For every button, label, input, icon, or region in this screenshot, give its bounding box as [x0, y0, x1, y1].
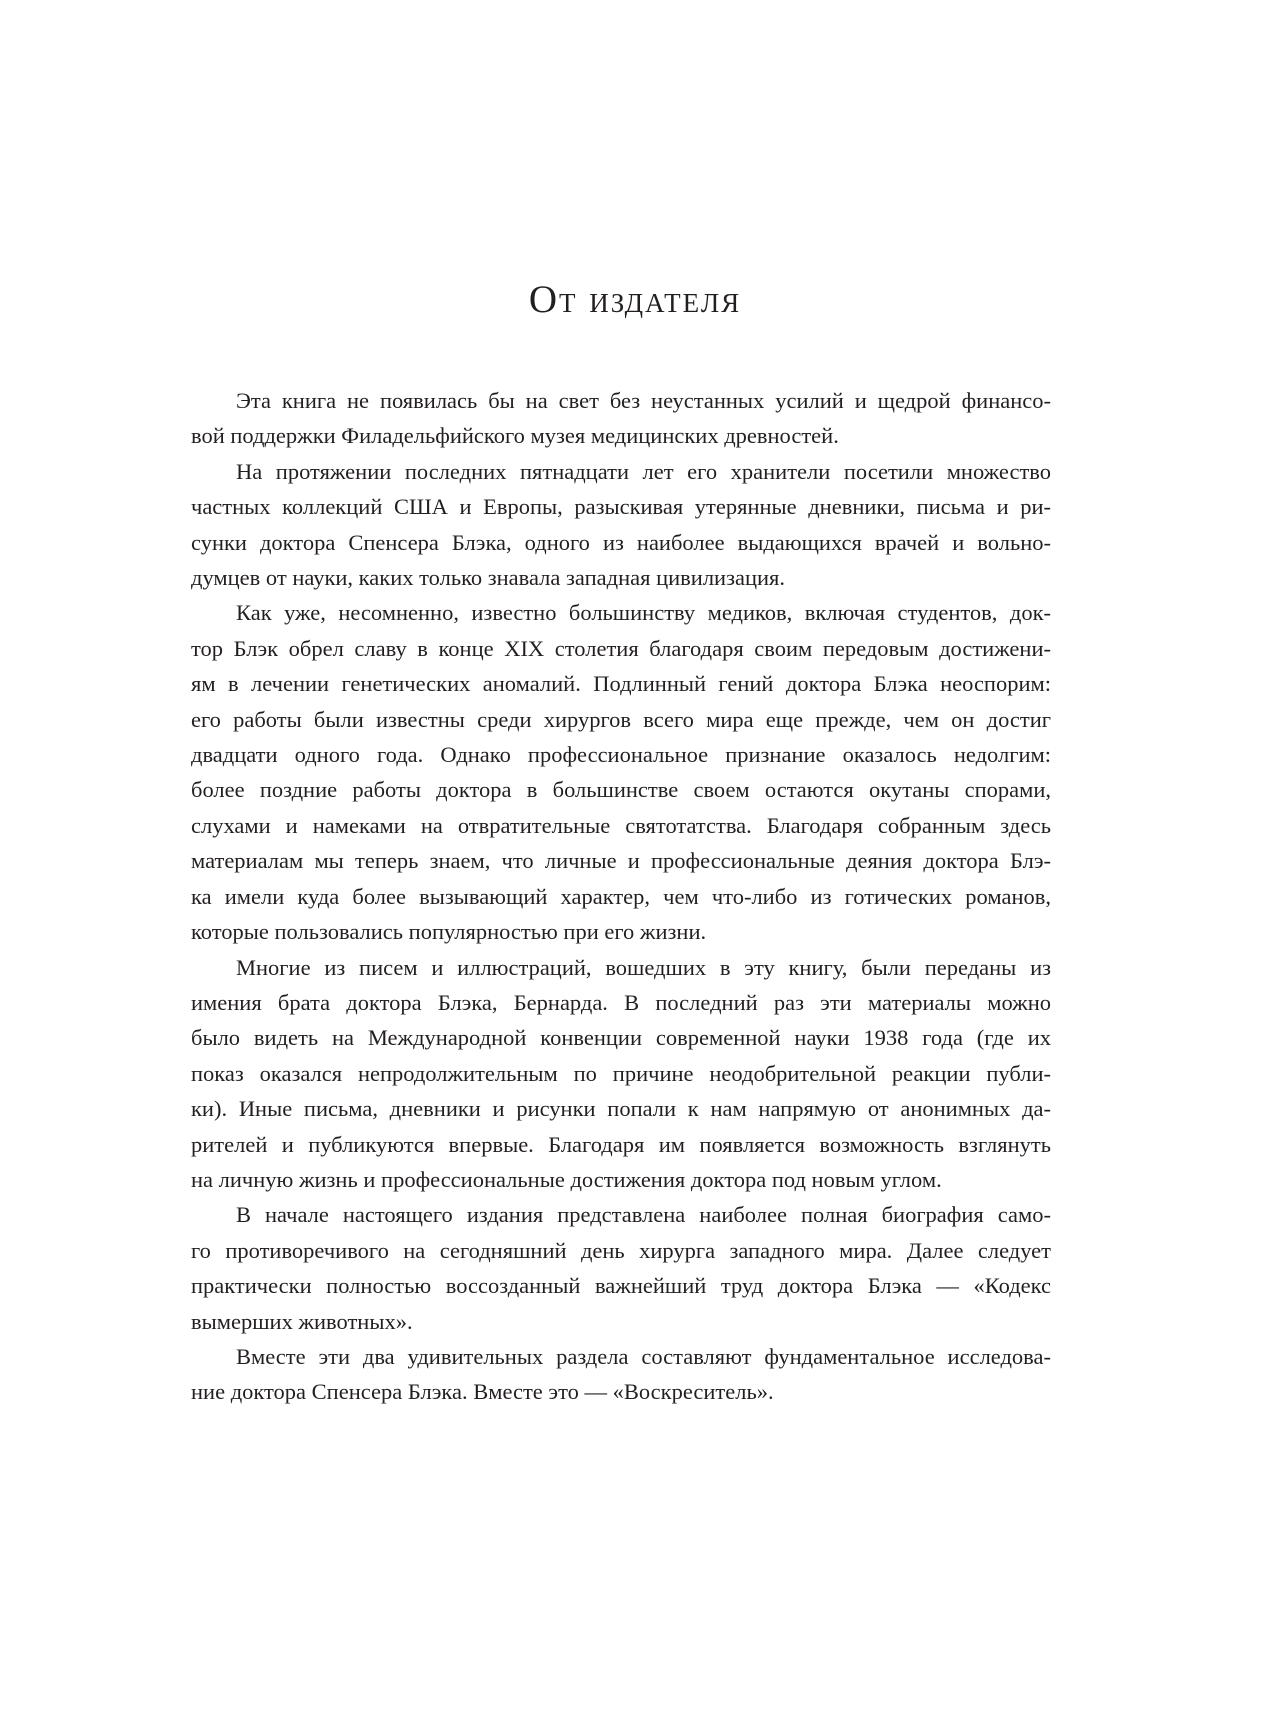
text-line: на личную жизнь и профессиональные достижения доктора под новым углом.: [191, 1166, 942, 1192]
text-line: слухами и намеками на отвратительные святотатства. Благодаря собранным здесь: [191, 812, 1051, 838]
text-line: На протяжении последних пятнадцати лет его хранители посетили множество: [236, 458, 1051, 484]
text-line: сунки доктора Спенсера Блэка, одного из наиболее выдающихся врачей и вольно-: [191, 529, 1051, 555]
paragraph: [191, 1339, 1051, 1410]
text-line: материалам мы теперь знаем, что личные и профессиональные деяния доктора Блэ-: [191, 848, 1051, 874]
paragraph: [191, 454, 1051, 596]
text-line: Вместе эти два удивительных раздела составляют фундаментальное исследова-: [236, 1343, 1051, 1369]
text-line: го противоречивого на сегодняшний день хирурга западного мира. Далее следует: [191, 1237, 1051, 1263]
text-line: более поздние работы доктора в большинстве своем остаются окутаны спорами,: [191, 777, 1051, 803]
text-line: ям в лечении генетических аномалий. Подлинный гений доктора Блэка неоспорим:: [191, 671, 1051, 697]
text-line: Многие из писем и иллюстраций, вошедших в эту книгу, были переданы из: [236, 954, 1051, 980]
text-line: Как уже, несомненно, известно большинству медиков, включая студентов, док-: [236, 600, 1051, 626]
paragraph: [191, 950, 1051, 1198]
paragraph: [191, 383, 1051, 454]
text-line: которые пользовались популярностью при его жизни.: [191, 919, 707, 945]
text-line: рителей и публикуются впервые. Благодаря им появляется возможность взглянуть: [191, 1131, 1051, 1157]
page-title: От издателя: [528, 278, 742, 321]
text-line: практически полностью воссозданный важнейший труд доктора Блэка — «Кодекс: [191, 1273, 1051, 1299]
paragraph: [191, 1197, 1051, 1339]
text-line: вой поддержки Филадельфийского музея медицинских древностей.: [191, 423, 839, 449]
text-line: частных коллекций США и Европы, разыскивая утерянные дневники, письма и ри-: [191, 494, 1051, 520]
text-line: его работы были известны среди хирургов всего мира еще прежде, чем он достиг: [191, 706, 1051, 732]
text-line: вымерших животных».: [191, 1308, 413, 1334]
text-line: имения брата доктора Блэка, Бернарда. В последний раз эти материалы можно: [191, 989, 1051, 1015]
text-line: В начале настоящего издания представлена наиболее полная биография само-: [236, 1202, 1051, 1228]
text-line: думцев от науки, каких только знавала западная цивилизация.: [191, 565, 786, 591]
body-text: [191, 383, 1051, 1410]
text-line: ки). Иные письма, дневники и рисунки попали к нам напрямую от анонимных да-: [191, 1096, 1051, 1122]
text-line: показ оказался непродолжительным по причине неодобрительной реакции публи-: [191, 1060, 1051, 1086]
text-line: тор Блэк обрел славу в конце XIX столетия благодаря своим передовым достижени-: [191, 635, 1051, 661]
text-line: ние доктора Спенсера Блэка. Вместе это — «Воскреситель».: [191, 1379, 774, 1405]
text-line: было видеть на Международной конвенции современной науки 1938 года (где их: [191, 1025, 1051, 1051]
text-line: ка имели куда более вызывающий характер, чем что-либо из готических романов,: [191, 883, 1051, 909]
paragraph: [191, 595, 1051, 949]
text-line: Эта книга не появилась бы на свет без неустанных усилий и щедрой финансо-: [236, 388, 1051, 413]
text-line: двадцати одного года. Однако профессиональное признание оказалось недолгим:: [191, 742, 1051, 768]
